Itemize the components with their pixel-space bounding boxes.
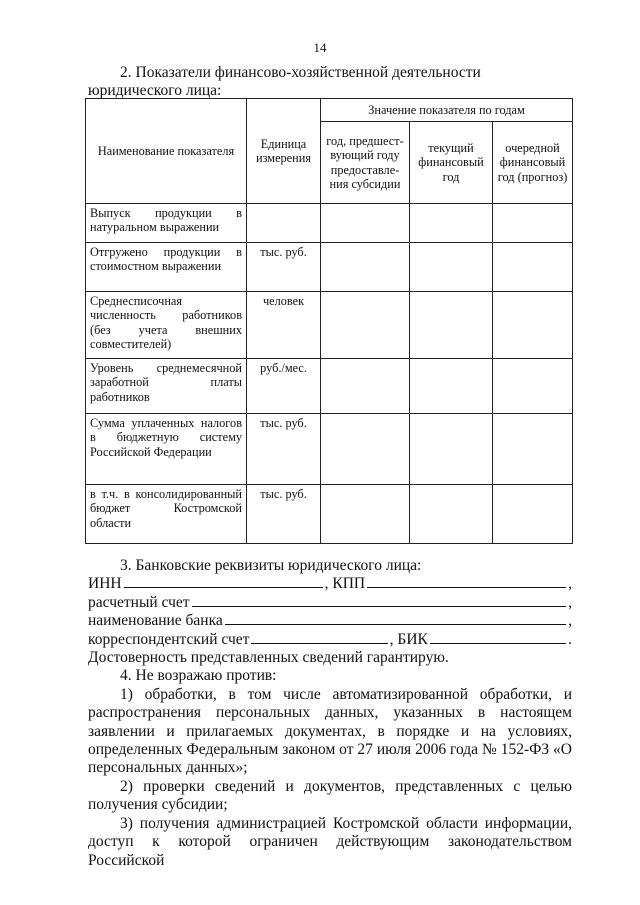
account-comma: , [568, 593, 572, 611]
corr-account-field[interactable] [251, 631, 387, 644]
value-cell [321, 485, 410, 544]
table-row [86, 359, 573, 414]
value-cell [321, 359, 410, 414]
bank-name-label: наименование банка [88, 612, 223, 630]
row-name: Уровень среднемесячной заработной платы работников [86, 359, 247, 414]
bik-field[interactable] [430, 631, 566, 644]
header-year-current: текущий финансовый год [410, 122, 493, 204]
kpp-label: , КПП [324, 575, 366, 593]
value-cell [410, 243, 493, 292]
consent-item-1: 1) обработки, в том числе автоматизированной обработки, и распространения персональных данных, указанных в настоящем заявлении и прилагаемых документах, в порядке и на условиях, определенных Федеральным законом от 27 июля 2006 года № 152-ФЗ «О персональных данных»; [88, 685, 572, 777]
header-year-prev: год, предшест-вующий году предоставле-ния субсидии [321, 122, 410, 204]
row-name: Сумма уплаченных налогов в бюджетную систему Российской Федерации [86, 414, 247, 485]
account-line [88, 594, 572, 612]
row-unit: тыс. руб. [247, 414, 321, 485]
document-body [88, 557, 572, 870]
table-row [86, 485, 573, 544]
bank-name-comma: , [568, 612, 572, 630]
consent-item-2: 2) проверки сведений и документов, представленных с целью получения субсидии; [88, 777, 572, 814]
row-unit: тыс. руб. [247, 485, 321, 544]
value-cell [493, 243, 573, 292]
row-unit [247, 204, 321, 243]
header-year-next: очередной финансовый год (прогноз) [493, 122, 573, 204]
value-cell [321, 243, 410, 292]
corr-bik-line [88, 631, 572, 649]
value-cell [493, 292, 573, 359]
section-2-heading: 2. Показатели финансово-хозяйственной деятельности юридического лица: [88, 64, 481, 99]
row-name: в т.ч. в консолидированный бюджет Костромской области [86, 485, 247, 544]
section-3-heading: 3. Банковские реквизиты юридического лица: [120, 557, 422, 574]
table-row [86, 243, 573, 292]
value-cell [321, 414, 410, 485]
value-cell [410, 414, 493, 485]
value-cell [321, 204, 410, 243]
header-values-by-year: Значение показателя по годам [321, 99, 573, 122]
row-name: Среднесписочная численность работников (без учета внешних совместителей) [86, 292, 247, 359]
table-row [86, 204, 573, 243]
value-cell [493, 414, 573, 485]
inn-label: ИНН [88, 575, 122, 593]
header-unit: Единица измерения [247, 99, 321, 204]
inn-kpp-line [88, 575, 572, 593]
kpp-field[interactable] [367, 575, 566, 588]
inn-field[interactable] [124, 575, 323, 588]
inn-kpp-comma: , [568, 575, 573, 593]
bank-name-line [88, 612, 572, 630]
indicators-table [85, 98, 573, 544]
value-cell [493, 359, 573, 414]
page-number: 14 [313, 40, 327, 55]
row-name: Отгружено продукции в стоимостном выражении [86, 243, 247, 292]
table-row [86, 292, 573, 359]
bank-name-field[interactable] [225, 612, 566, 625]
value-cell [410, 359, 493, 414]
value-cell [410, 204, 493, 243]
value-cell [321, 292, 410, 359]
account-label: расчетный счет [88, 593, 190, 611]
value-cell [410, 292, 493, 359]
guarantee-text: Достоверность представленных сведений гарантирую. [88, 649, 449, 667]
header-indicator-name: Наименование показателя [86, 99, 247, 204]
row-name: Выпуск продукции в натуральном выражении [86, 204, 247, 243]
bik-label: , БИК [389, 630, 428, 648]
account-field[interactable] [192, 594, 567, 607]
row-unit: человек [247, 292, 321, 359]
value-cell [410, 485, 493, 544]
consent-item-3: 3) получения администрацией Костромской области информации, доступ к которой ограничен действующим законодательством Российской [88, 814, 572, 869]
value-cell [493, 485, 573, 544]
row-unit: руб./мес. [247, 359, 321, 414]
table-row [86, 414, 573, 485]
section-4-heading: 4. Не возражаю против: [120, 667, 277, 685]
corr-bik-period: . [568, 630, 572, 648]
corr-account-label: корреспондентский счет [88, 630, 250, 648]
row-unit: тыс. руб. [247, 243, 321, 292]
value-cell [493, 204, 573, 243]
